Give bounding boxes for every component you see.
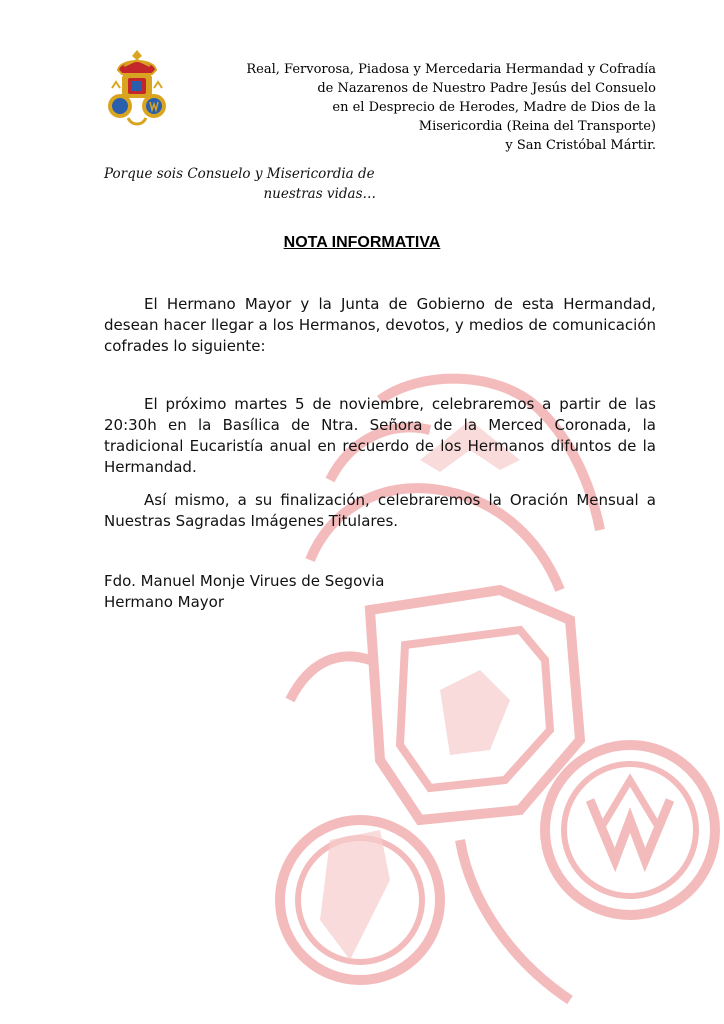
paragraph-intro: [104, 294, 656, 357]
motto-line-2: nuestras vidas…: [263, 186, 376, 202]
paragraph-text: El próximo martes 5 de noviembre, celebraremos a partir de las 20:30h en la Basílica de Ntra. Señora de la Merced Coronada, la tradicional Eucaristía anual en recuerdo de los Hermanos difuntos de la Hermandad.: [104, 395, 656, 476]
signature-role: Hermano Mayor: [104, 593, 225, 611]
institution-line: de Nazarenos de Nuestro Padre Jesús del Consuelo: [317, 81, 656, 96]
paragraph-text: El Hermano Mayor y la Junta de Gobierno de esta Hermandad, desean hacer llegar a los Hermanos, devotos, y medios de comunicación cofrades lo siguiente:: [104, 295, 656, 355]
institution-line: en el Desprecio de Herodes, Madre de Dios de la: [332, 100, 656, 115]
brotherhood-crest-icon: [106, 48, 168, 128]
page-title: NOTA INFORMATIVA: [283, 234, 441, 251]
signature-name: Fdo. Manuel Monje Virues de Segovia: [104, 572, 385, 590]
paragraph-event: [104, 394, 656, 478]
institution-line: Misericordia (Reina del Transporte): [418, 119, 656, 134]
institution-name: [236, 60, 656, 155]
motto: [104, 164, 394, 204]
motto-line-1: Porque sois Consuelo y Misericordia de: [104, 166, 375, 182]
institution-line: Real, Fervorosa, Piadosa y Mercedaria Hermandad y Cofradía: [246, 62, 656, 77]
institution-line: y San Cristóbal Mártir.: [505, 138, 656, 153]
paragraph-text: Así mismo, a su finalización, celebraremos la Oración Mensual a Nuestras Sagradas Imágenes Titulares.: [104, 491, 656, 530]
signature-block: [104, 571, 385, 613]
paragraph-closing: [104, 490, 656, 532]
